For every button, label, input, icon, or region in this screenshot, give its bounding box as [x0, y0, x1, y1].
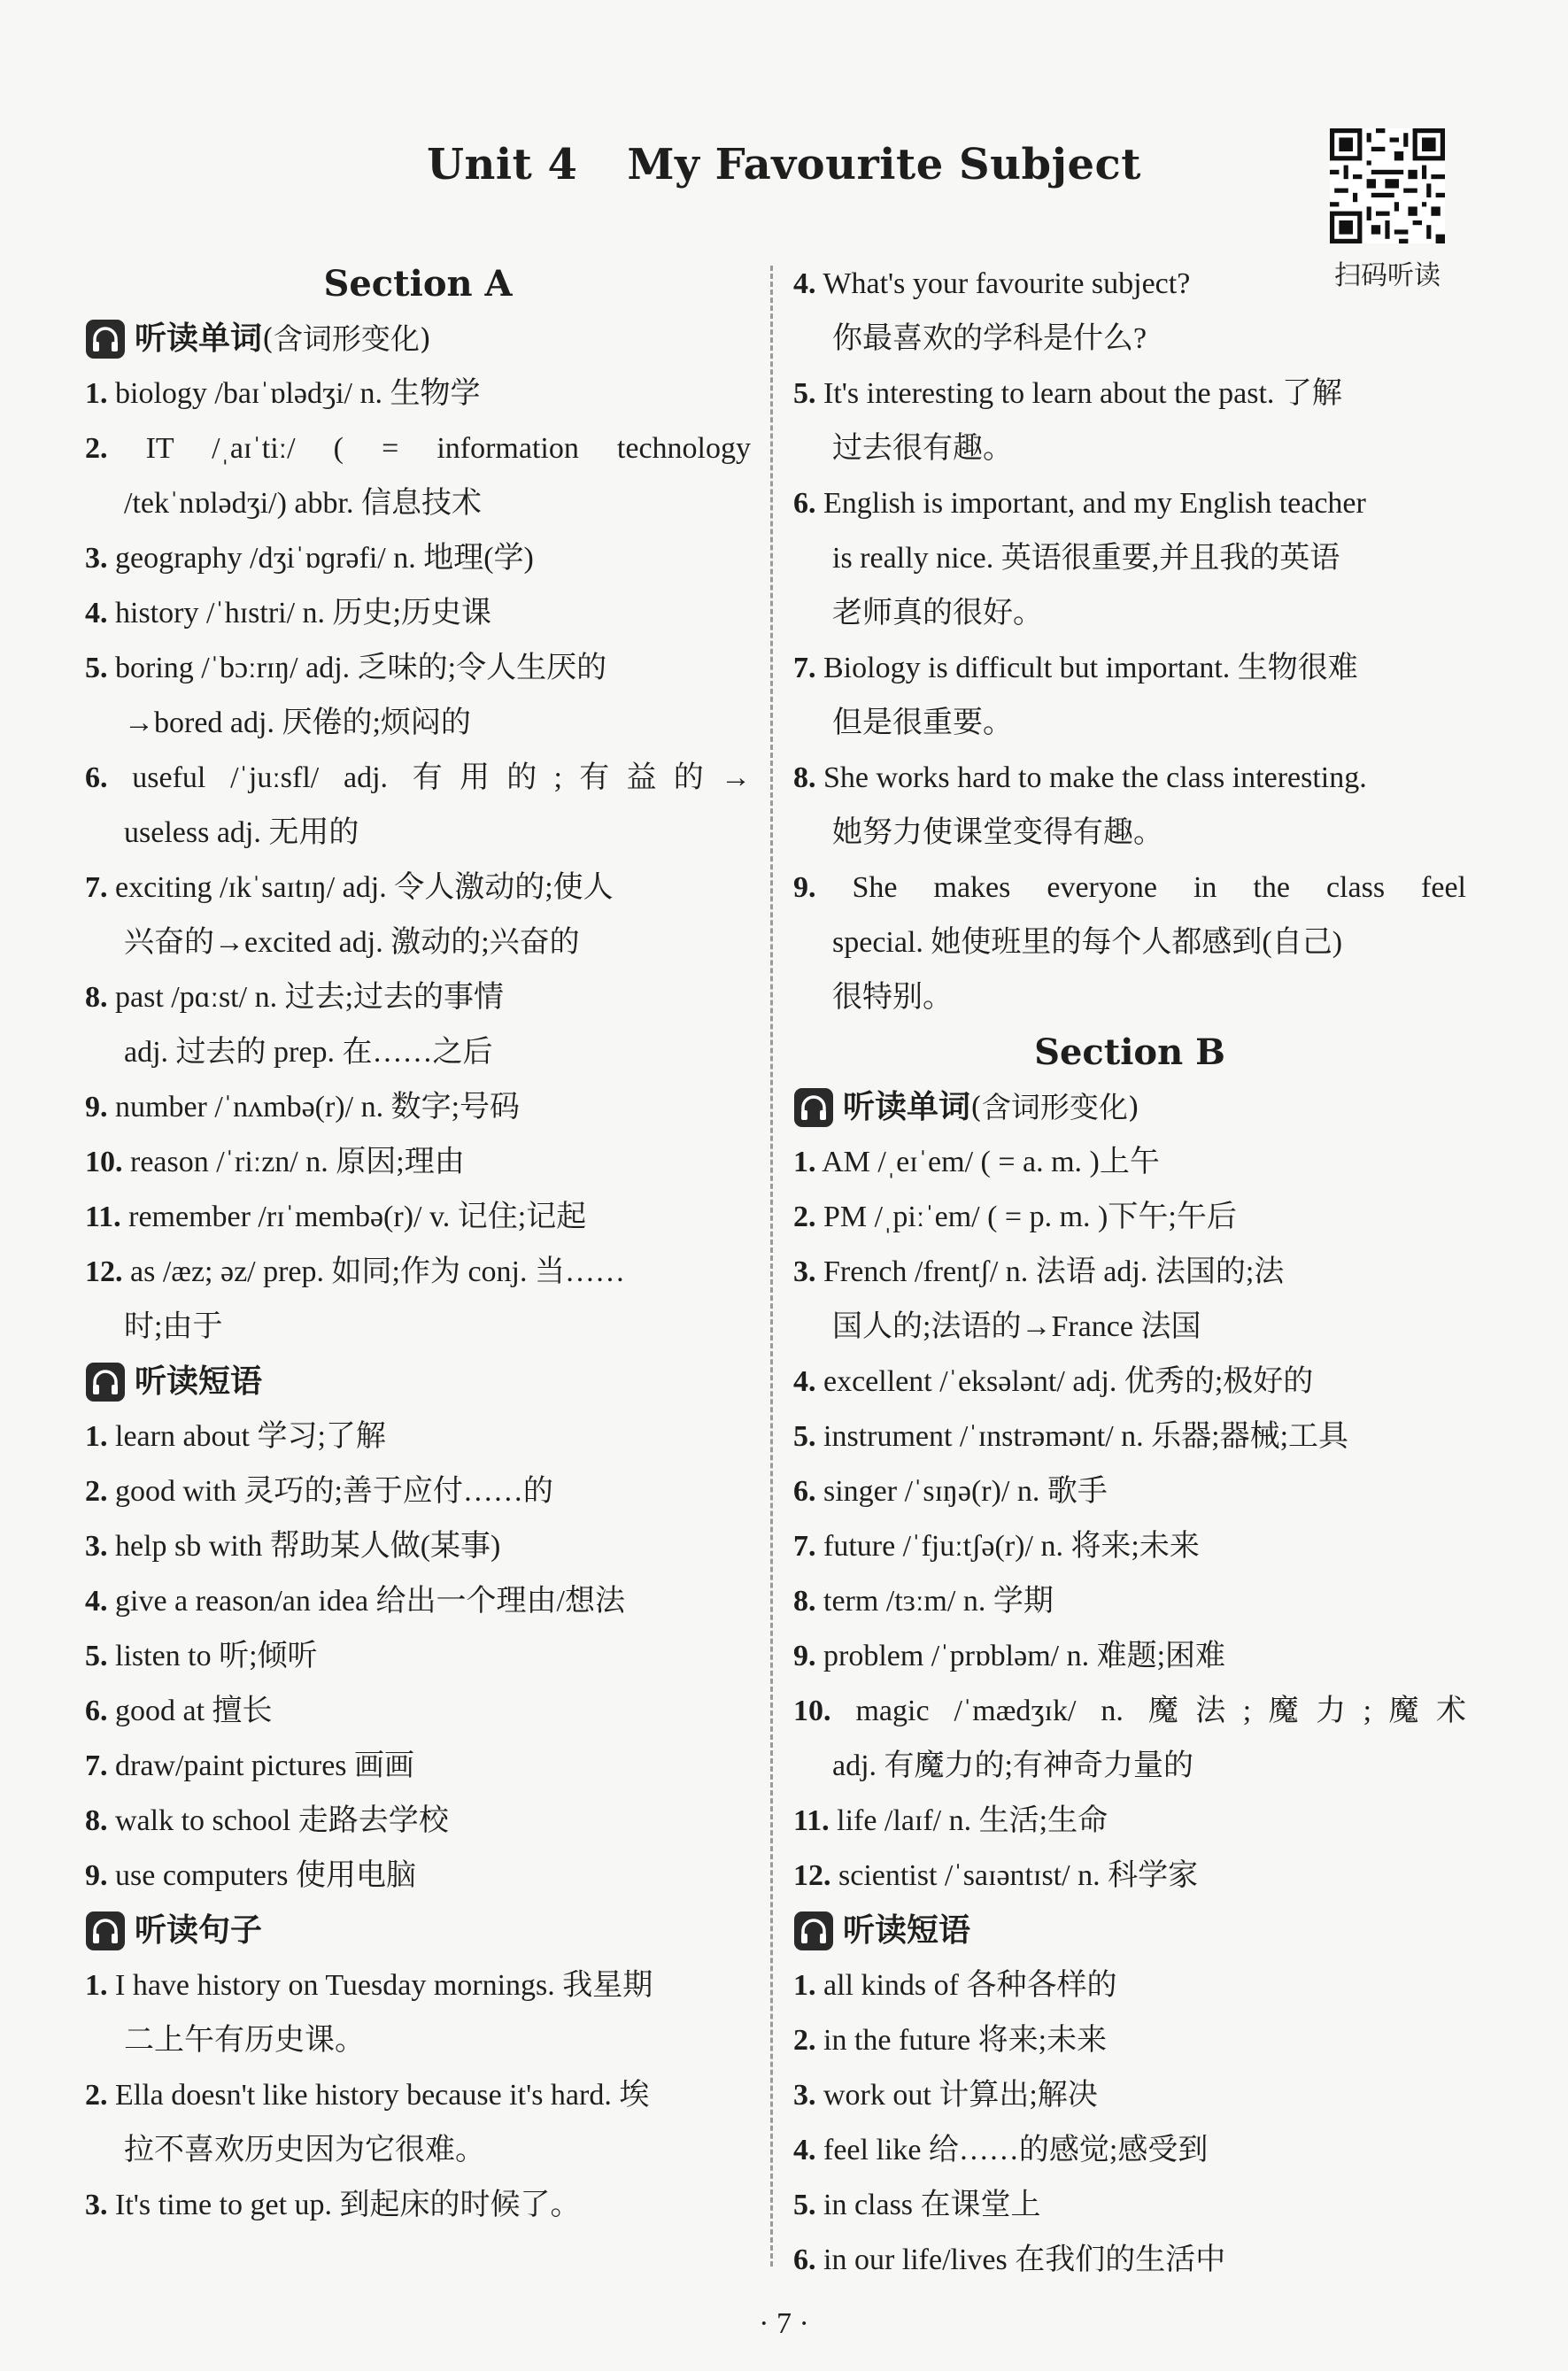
left-column — [85, 257, 751, 2233]
entry-number: 3. — [85, 542, 108, 575]
entry-number: 1. — [793, 1146, 816, 1178]
category-label: 听读短语 — [843, 1912, 971, 1949]
category-heading[interactable] — [85, 1904, 751, 1958]
entry-text: 拉不喜欢历史因为它很难。 — [124, 2134, 485, 2166]
page-number: · 7 · — [759, 2307, 809, 2340]
entry-text: use computers 使用电脑 — [115, 1859, 416, 1892]
entry-text: It's interesting to learn about the past. 了解 — [823, 377, 1342, 410]
entry-number: 8. — [793, 1585, 816, 1618]
entry-text: good with 灵巧的;善于应付……的 — [115, 1475, 553, 1508]
entry-text: give a reason/an idea 给出一个理由/想法 — [115, 1585, 625, 1618]
entry-line — [85, 531, 751, 586]
entry-text: history /ˈhɪstri/ n. 历史;历史课 — [115, 597, 491, 629]
entry-text: PM /ˌpiːˈem/ ( = p. m. )下午;午后 — [823, 1201, 1237, 1233]
entry-number: 4. — [85, 597, 108, 629]
entry-line — [793, 2068, 1466, 2123]
entry-line — [793, 970, 1466, 1025]
entry-text: 过去很有趣。 — [832, 432, 1013, 465]
entry-number: 4. — [85, 1585, 108, 1618]
entry-number: 9. — [793, 871, 816, 904]
entry-text: instrument /ˈɪnstrəmənt/ n. 乐器;器械;工具 — [823, 1420, 1349, 1453]
unit-name: My Favourite Subject — [627, 140, 1141, 189]
entry-line — [793, 312, 1466, 367]
entry-number: 1. — [85, 377, 108, 410]
entry-line — [85, 1519, 751, 1574]
entry-number: 9. — [793, 1640, 816, 1672]
entry-line — [85, 1135, 751, 1190]
entry-text: →bored adj. 厌倦的;烦闷的 — [124, 707, 471, 739]
entry-number: 6. — [85, 1695, 108, 1727]
entry-number: 5. — [793, 1420, 816, 1453]
entry-line — [793, 1958, 1466, 2013]
entry-line — [793, 1464, 1466, 1519]
entry-text: in the future 将来;未来 — [823, 2024, 1108, 2057]
entry-line — [85, 641, 751, 696]
entry-text: scientist /ˈsaɪəntɪst/ n. 科学家 — [838, 1859, 1199, 1892]
category-heading[interactable] — [793, 1080, 1466, 1135]
entry-line — [793, 2178, 1466, 2233]
entry-text: 兴奋的→excited adj. 激动的;兴奋的 — [124, 926, 580, 959]
entry-line — [793, 1409, 1466, 1464]
entry-text: Ella doesn't like history because it's hard. 埃 — [115, 2079, 650, 2112]
entry-number: 4. — [793, 1365, 816, 1398]
entry-number: 7. — [793, 1530, 816, 1563]
entry-text: special. 她使班里的每个人都感到(自己) — [832, 926, 1343, 959]
category-note: (含词形变化) — [262, 321, 431, 356]
category-label: 听读单词 — [843, 1089, 971, 1125]
entry-line — [793, 367, 1466, 421]
entry-text: in class 在课堂上 — [823, 2189, 1041, 2221]
entry-text: learn about 学习;了解 — [115, 1420, 386, 1453]
headphones-icon — [85, 1911, 126, 1951]
entry-number: 5. — [793, 2189, 816, 2221]
entry-line — [793, 2233, 1466, 2288]
entry-line — [793, 257, 1466, 312]
entry-line — [85, 1409, 751, 1464]
entry-text: all kinds of 各种各样的 — [823, 1969, 1117, 2002]
entry-text: useless adj. 无用的 — [124, 816, 359, 849]
entry-text: feel like 给……的感觉;感受到 — [823, 2134, 1209, 2166]
entry-text: biology /baɪˈɒlədʒi/ n. 生物学 — [115, 377, 481, 410]
entry-line — [793, 806, 1466, 861]
entry-line — [793, 421, 1466, 476]
entry-text: adj. 过去的 prep. 在……之后 — [124, 1036, 493, 1069]
category-label: 听读短语 — [135, 1363, 263, 1400]
entry-line — [85, 1464, 751, 1519]
entry-number: 6. — [793, 487, 816, 520]
entry-text: number /ˈnʌmbə(r)/ n. 数字;号码 — [115, 1091, 521, 1124]
entry-number: 6. — [793, 2244, 816, 2276]
entry-line — [793, 1739, 1466, 1794]
category-label: 听读单词 — [135, 321, 263, 357]
entry-text: French /frentʃ/ n. 法语 adj. 法国的;法 — [823, 1255, 1285, 1288]
entry-text: What's your favourite subject? — [823, 267, 1191, 300]
entry-number: 10. — [85, 1146, 123, 1178]
entry-number: 12. — [85, 1255, 123, 1288]
entry-line — [85, 1245, 751, 1300]
entry-text: problem /ˈprɒbləm/ n. 难题;困难 — [823, 1640, 1226, 1672]
entry-line — [85, 1190, 751, 1245]
entry-number: 1. — [85, 1420, 108, 1453]
category-heading[interactable] — [85, 312, 751, 367]
entry-number: 2. — [85, 1475, 108, 1508]
entry-text: 时;由于 — [124, 1310, 223, 1343]
entry-line — [793, 531, 1466, 586]
entry-number: 12. — [793, 1859, 831, 1892]
entry-text: help sb with 帮助某人做(某事) — [115, 1530, 501, 1563]
entry-text: AM /ˌeɪˈem/ ( = a. m. )上午 — [822, 1146, 1160, 1178]
entry-text: 老师真的很好。 — [832, 597, 1043, 629]
entry-line — [85, 751, 751, 806]
entry-number: 5. — [793, 377, 816, 410]
entry-line — [85, 1629, 751, 1684]
entry-line — [85, 1574, 751, 1629]
entry-line — [85, 367, 751, 421]
entry-line — [793, 1245, 1466, 1300]
entry-line — [793, 2013, 1466, 2068]
entry-line — [85, 2178, 751, 2233]
entry-line — [85, 1025, 751, 1080]
entry-line — [85, 696, 751, 751]
entry-text: is really nice. 英语很重要,并且我的英语 — [832, 542, 1340, 575]
entry-text: magic /ˈmædʒɪk/ n. 魔法;魔力;魔术 — [855, 1695, 1466, 1727]
entry-line — [85, 806, 751, 861]
entry-text: in our life/lives 在我们的生活中 — [823, 2244, 1226, 2276]
entry-text: 很特别。 — [832, 981, 953, 1014]
entry-line — [793, 1629, 1466, 1684]
entry-text: listen to 听;倾听 — [115, 1640, 318, 1672]
entry-text: exciting /ɪkˈsaɪtɪŋ/ adj. 令人激动的;使人 — [115, 871, 614, 904]
headphones-icon — [793, 1911, 834, 1951]
entry-number: 11. — [85, 1201, 121, 1233]
category-label: 听读句子 — [135, 1912, 263, 1949]
entry-text: adj. 有魔力的;有神奇力量的 — [832, 1749, 1193, 1782]
section-heading: Section B — [1034, 1031, 1225, 1073]
entry-text: She makes everyone in the class feel — [852, 871, 1467, 904]
entry-number: 1. — [793, 1969, 816, 2002]
entry-number: 3. — [793, 2079, 816, 2112]
entry-line — [85, 915, 751, 970]
entry-number: 2. — [793, 1201, 816, 1233]
entry-text: boring /ˈbɔːrɪŋ/ adj. 乏味的;令人生厌的 — [115, 652, 607, 684]
entry-number: 6. — [85, 761, 108, 794]
right-column — [793, 257, 1466, 2288]
entry-line — [793, 476, 1466, 531]
entry-line — [793, 1574, 1466, 1629]
entry-text: life /laɪf/ n. 生活;生命 — [837, 1804, 1108, 1837]
entry-line — [85, 1794, 751, 1849]
entry-line — [85, 1684, 751, 1739]
entry-number: 1. — [85, 1969, 108, 2002]
entry-text: geography /dʒiˈɒɡrəfi/ n. 地理(学) — [115, 542, 534, 575]
entry-number: 8. — [85, 981, 108, 1014]
qr-label: 扫码听读 — [1334, 260, 1441, 291]
entry-line — [85, 1300, 751, 1355]
entry-text: IT /ˌaɪˈtiː/ ( = information technology — [145, 432, 752, 465]
entry-line — [85, 2068, 751, 2123]
qr-code-icon[interactable] — [1330, 128, 1445, 243]
entry-line — [85, 2123, 751, 2178]
entry-number: 11. — [793, 1804, 830, 1837]
entry-line — [85, 2013, 751, 2068]
entry-number: 6. — [793, 1475, 816, 1508]
headphones-icon — [85, 319, 126, 359]
entry-line — [793, 1794, 1466, 1849]
entry-number: 8. — [85, 1804, 108, 1837]
entry-line — [85, 970, 751, 1025]
entry-line — [85, 861, 751, 915]
entry-number: 3. — [85, 2189, 108, 2221]
entry-text: singer /ˈsɪŋə(r)/ n. 歌手 — [823, 1475, 1108, 1508]
entry-text: as /æz; əz/ prep. 如同;作为 conj. 当…… — [130, 1255, 626, 1288]
entry-number: 2. — [85, 432, 108, 465]
entry-number: 10. — [793, 1695, 831, 1727]
entry-line — [85, 586, 751, 641]
entry-text: 你最喜欢的学科是什么? — [832, 322, 1147, 355]
category-note: (含词形变化) — [970, 1090, 1139, 1124]
entry-text: future /ˈfjuːtʃə(r)/ n. 将来;未来 — [823, 1530, 1200, 1563]
entry-line — [85, 1080, 751, 1135]
entry-text: remember /rɪˈmembə(r)/ v. 记住;记起 — [128, 1201, 587, 1233]
entry-text: She works hard to make the class interesting. — [823, 761, 1367, 794]
entry-text: English is important, and my English teacher — [823, 487, 1366, 520]
entry-line — [793, 861, 1466, 915]
entry-number: 3. — [793, 1255, 816, 1288]
entry-line — [793, 586, 1466, 641]
category-heading[interactable] — [793, 1904, 1466, 1958]
entry-text: draw/paint pictures 画画 — [115, 1749, 415, 1782]
entry-text: term /tɜːm/ n. 学期 — [823, 1585, 1054, 1618]
entry-text: excellent /ˈeksələnt/ adj. 优秀的;极好的 — [823, 1365, 1314, 1398]
entry-text: It's time to get up. 到起床的时候了。 — [115, 2189, 581, 2221]
entry-text: I have history on Tuesday mornings. 我星期 — [115, 1969, 653, 2002]
entry-line — [793, 1190, 1466, 1245]
column-divider — [770, 266, 773, 2267]
entry-line — [793, 696, 1466, 751]
entry-number: 5. — [85, 652, 108, 684]
entry-line — [793, 2123, 1466, 2178]
entry-number: 7. — [85, 1749, 108, 1782]
entry-text: useful /ˈjuːsfl/ adj. 有用的;有益的→ — [132, 761, 752, 794]
entry-text: good at 擅长 — [115, 1695, 273, 1727]
headphones-icon — [85, 1362, 126, 1402]
entry-number: 4. — [793, 2134, 816, 2166]
entry-number: 2. — [793, 2024, 816, 2057]
entry-line — [793, 1684, 1466, 1739]
entry-line — [793, 1135, 1466, 1190]
entry-text: past /pɑːst/ n. 过去;过去的事情 — [115, 981, 505, 1014]
entry-line — [793, 1849, 1466, 1904]
entry-line — [793, 915, 1466, 970]
entry-line — [793, 641, 1466, 696]
headphones-icon — [793, 1087, 834, 1128]
entry-text: walk to school 走路去学校 — [115, 1804, 449, 1837]
entry-text: reason /ˈriːzn/ n. 原因;理由 — [130, 1146, 465, 1178]
entry-number: 7. — [793, 652, 816, 684]
entry-text: 二上午有历史课。 — [124, 2024, 365, 2057]
entry-line — [793, 1300, 1466, 1355]
entry-line — [793, 1519, 1466, 1574]
entry-number: 2. — [85, 2079, 108, 2112]
unit-number: Unit 4 — [427, 140, 578, 189]
entry-line — [85, 1739, 751, 1794]
entry-line — [793, 751, 1466, 806]
entry-text: 但是很重要。 — [832, 707, 1013, 739]
entry-number: 9. — [85, 1859, 108, 1892]
entry-number: 5. — [85, 1640, 108, 1672]
entry-text: work out 计算出;解决 — [823, 2079, 1098, 2112]
entry-text: 国人的;法语的→France 法国 — [832, 1310, 1201, 1343]
entry-number: 3. — [85, 1530, 108, 1563]
entry-number: 9. — [85, 1091, 108, 1124]
entry-text: 她努力使课堂变得有趣。 — [832, 816, 1163, 849]
section-heading: Section A — [323, 263, 513, 305]
entry-line — [793, 1355, 1466, 1409]
entry-line — [85, 421, 751, 476]
entry-line — [85, 1849, 751, 1904]
entry-number: 7. — [85, 871, 108, 904]
entry-line — [85, 476, 751, 531]
entry-number: 8. — [793, 761, 816, 794]
entry-text: Biology is difficult but important. 生物很难 — [823, 652, 1358, 684]
entry-text: /tekˈnɒlədʒi/) abbr. 信息技术 — [124, 487, 482, 520]
category-heading[interactable] — [85, 1355, 751, 1409]
entry-number: 4. — [793, 267, 816, 300]
entry-line — [85, 1958, 751, 2013]
